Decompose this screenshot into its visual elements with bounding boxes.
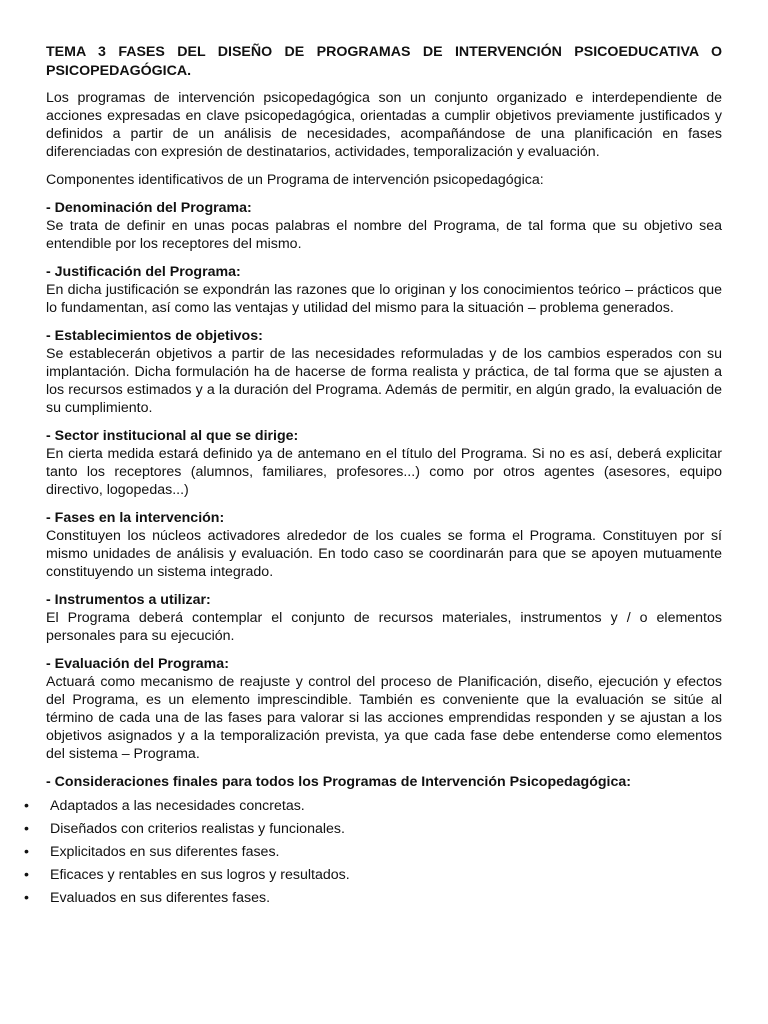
section-denominacion	[46, 199, 722, 253]
section-evaluacion	[46, 655, 722, 763]
section-heading: - Instrumentos a utilizar:	[46, 592, 211, 608]
section-instrumentos	[46, 591, 722, 645]
list-item-text: Adaptados a las necesidades concretas.	[50, 798, 305, 814]
section-objetivos	[46, 327, 722, 417]
bullet-icon: •	[24, 890, 29, 906]
section-body: Se establecerán objetivos a partir de las necesidades reformuladas y de los cambios esperados con su implantación. Dicha formulación ha de hacerse de forma realista y práctica, de tal forma que se ajusten a los recursos estimados y a la duración del Programa. Además de permitir, en algún grado, la evaluación de su cumplimiento.	[46, 346, 722, 416]
list-item-text: Evaluados en sus diferentes fases.	[50, 890, 271, 906]
section-heading: - Justificación del Programa:	[46, 264, 241, 280]
section-heading: - Establecimientos de objetivos:	[46, 328, 263, 344]
list-item	[22, 889, 698, 907]
list-item-text: Explicitados en sus diferentes fases.	[50, 844, 280, 860]
section-body: Actuará como mecanismo de reajuste y control del proceso de Planificación, diseño, ejecución y efectos del Programa, es un elemento imprescindible. También es conveniente que la evaluación se sitúe al término de cada una de las fases para valorar si las acciones emprendidas responden y se ajustan a los objetivos asignados y a la temporalización prevista, ya que cada fase debe entenderse como elementos del sistema – Programa.	[46, 674, 722, 762]
list-item-text: Eficaces y rentables en sus logros y resultados.	[50, 867, 350, 883]
section-body: El Programa deberá contemplar el conjunto de recursos materiales, instrumentos y / o elementos personales para su ejecución.	[46, 610, 722, 644]
section-body: En dicha justificación se expondrán las razones que lo originan y los conocimientos teórico – prácticos que lo fundamentan, así como las ventajas y utilidad del mismo para la situación – problema generados.	[46, 282, 722, 316]
list-item	[22, 820, 698, 838]
intro-paragraph: Los programas de intervención psicopedagógica son un conjunto organizado e interdependiente de acciones expresadas en clave psicopedagógica, orientadas a cumplir objetivos previamente justificados y definidos a partir de un análisis de necesidades, acompañándose de una planificación en fases diferenciadas con expresión de destinatarios, actividades, temporalización y evaluación.	[46, 90, 722, 160]
section-body: En cierta medida estará definido ya de antemano en el título del Programa. Si no es así, deberá explicitar tanto los receptores (alumnos, familiares, profesores...) como por otros agentes (asesores, equipo directivo, logopedas...)	[46, 446, 722, 498]
document-page	[24, 43, 722, 912]
components-intro: Componentes identificativos de un Programa de intervención psicopedagógica:	[46, 172, 544, 188]
section-justificacion	[46, 263, 722, 317]
bullet-icon: •	[24, 798, 29, 814]
section-heading: - Sector institucional al que se dirige:	[46, 428, 299, 444]
section-heading: - Evaluación del Programa:	[46, 656, 229, 672]
bullet-icon: •	[24, 844, 29, 860]
list-item-text: Diseñados con criterios realistas y funcionales.	[50, 821, 345, 837]
list-item	[22, 843, 698, 861]
document-title: TEMA 3 FASES DEL DISEÑO DE PROGRAMAS DE INTERVENCIÓN PSICOEDUCATIVA O PSICOPEDAGÓGICA.	[46, 44, 722, 79]
section-heading: - Denominación del Programa:	[46, 200, 252, 216]
section-fases	[46, 509, 722, 581]
section-body: Constituyen los núcleos activadores alrededor de los cuales se forma el Programa. Constituyen por sí mismo unidades de análisis y evaluación. En todo caso se coordinarán para que se apoyen mutuamente constituyendo un sistema integrado.	[46, 528, 722, 580]
final-considerations-list	[22, 797, 698, 907]
final-considerations-heading: - Consideraciones finales para todos los Programas de Intervención Psicopedagógica:	[46, 774, 631, 790]
bullet-icon: •	[24, 867, 29, 883]
list-item	[22, 866, 698, 884]
list-item	[22, 797, 698, 815]
section-body: Se trata de definir en unas pocas palabras el nombre del Programa, de tal forma que su objetivo sea entendible por los receptores del mismo.	[46, 218, 722, 252]
section-heading: - Fases en la intervención:	[46, 510, 225, 526]
bullet-icon: •	[24, 821, 29, 837]
section-sector	[46, 427, 722, 499]
